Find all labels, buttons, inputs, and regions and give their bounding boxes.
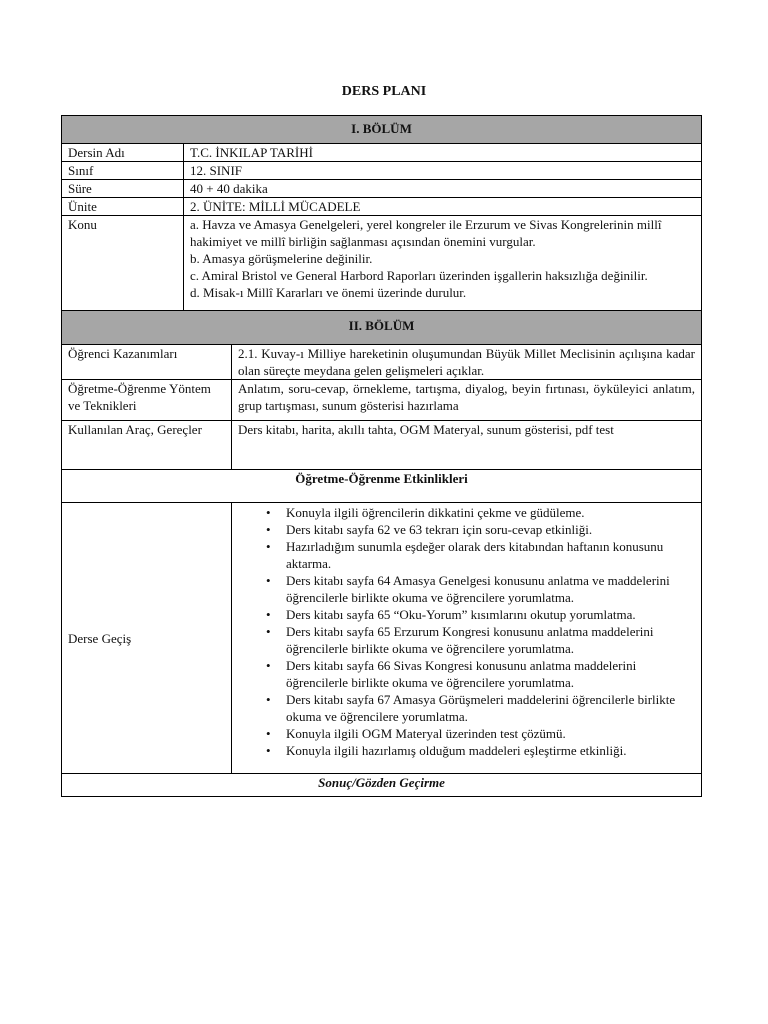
row-value-course-name: T.C. İNKILAP TARİHİ — [184, 144, 702, 162]
table-row — [62, 216, 702, 311]
list-item: • Ders kitabı sayfa 66 Sivas Kongresi konusunu anlatma maddelerini öğrencilerle birlikte okuma ve öğrencilere yorumlatma. — [238, 657, 695, 691]
topic-line: c. Amiral Bristol ve General Harbord Raporları üzerinden işgallerin haksızlığa değinilir. — [190, 268, 648, 283]
review-header: Sonuç/Gözden Geçirme — [62, 774, 702, 797]
list-item: • Konuyla ilgili öğrencilerin dikkatini çekme ve güdüleme. — [238, 504, 695, 521]
topic-line: b. Amasya görüşmelerine değinilir. — [190, 251, 373, 266]
row-label-intro: Derse Geçiş — [62, 503, 232, 774]
section-header-row — [62, 311, 702, 345]
section-1-header: I. BÖLÜM — [62, 116, 702, 144]
activities-header-row — [62, 470, 702, 503]
row-value-unit: 2. ÜNİTE: MİLLİ MÜCADELE — [184, 198, 702, 216]
table-row — [62, 503, 702, 774]
table-row — [62, 144, 702, 162]
section-2-header: II. BÖLÜM — [62, 311, 702, 345]
row-value-duration: 40 + 40 dakika — [184, 180, 702, 198]
row-value-methods: Anlatım, soru-cevap, örnekleme, tartışma, diyalog, beyin fırtınası, öykülеyici anlatım, grup tartışması, sunum gösterisi hazırlama — [232, 380, 702, 421]
row-label-unit: Ünite — [62, 198, 184, 216]
row-value-tools: Ders kitabı, harita, akıllı tahta, OGM Materyal, sunum gösterisi, pdf test — [232, 421, 702, 470]
row-value-grade: 12. SINIF — [184, 162, 702, 180]
list-item: • Konuyla ilgili OGM Materyal üzerinden test çözümü. — [238, 725, 695, 742]
lesson-plan-table — [61, 115, 702, 797]
activities-header: Öğretme-Öğrenme Etkinlikleri — [62, 470, 702, 503]
list-item: • Ders kitabı sayfa 64 Amasya Genelgesi konusunu anlatma ve maddelerini öğrencilerle birlikte okuma ve öğrencilere yorumlatma. — [238, 572, 695, 606]
row-label-duration: Süre — [62, 180, 184, 198]
list-item: • Konuyla ilgili hazırlamış olduğum maddeleri eşleştirme etkinliği. — [238, 742, 695, 759]
list-item: • Hazırladığım sunumla eşdeğer olarak ders kitabından haftanın konusunu aktarma. — [238, 538, 695, 572]
activities-list-cell — [232, 503, 702, 774]
row-value-outcomes: 2.1. Kuvay-ı Milliye hareketinin oluşumundan Büyük Millet Meclisinin açılışına kadar olan süreçte meydana gelen gelişmeleri açıklar. — [232, 345, 702, 380]
row-label-methods: Öğretme-Öğrenme Yöntem ve Teknikleri — [62, 380, 232, 421]
table-row — [62, 345, 702, 380]
list-item: • Ders kitabı sayfa 62 ve 63 tekrarı için soru-cevap etkinliği. — [238, 521, 695, 538]
table-row — [62, 380, 702, 421]
footer-header-row — [62, 774, 702, 797]
table-row — [62, 180, 702, 198]
document-title: DERS PLANI — [341, 84, 427, 99]
section-header-row — [62, 116, 702, 144]
table-row — [62, 198, 702, 216]
table-row — [62, 162, 702, 180]
row-label-grade: Sınıf — [62, 162, 184, 180]
row-label-course-name: Dersin Adı — [62, 144, 184, 162]
list-item: • Ders kitabı sayfa 65 Erzurum Kongresi konusunu anlatma maddelerini öğrencilerle birlikte okuma ve öğrencilere yorumlatma. — [238, 623, 695, 657]
list-item: • Ders kitabı sayfa 67 Amasya Görüşmeleri maddelerini öğrencilerle birlikte okuma ve öğrencilere yorumlatma. — [238, 691, 695, 725]
row-label-tools: Kullanılan Araç, Gereçler — [62, 421, 232, 470]
activities-list — [238, 504, 695, 759]
table-row — [62, 421, 702, 470]
topic-line: d. Misak-ı Millî Kararları ve önemi üzerinde durulur. — [190, 285, 467, 300]
row-label-outcomes: Öğrenci Kazanımları — [62, 345, 232, 380]
list-item: • Ders kitabı sayfa 65 “Oku-Yorum” kısımlarını okutup yorumlatma. — [238, 606, 695, 623]
row-label-topic: Konu — [62, 216, 184, 311]
topic-line: a. Havza ve Amasya Genelgeleri, yerel kongreler ile Erzurum ve Sivas Kongrelerinin millî hakimiyet ve millî birliğin sağlanması açısından önemini vurgular. — [190, 217, 662, 249]
row-value-topic — [184, 216, 702, 311]
